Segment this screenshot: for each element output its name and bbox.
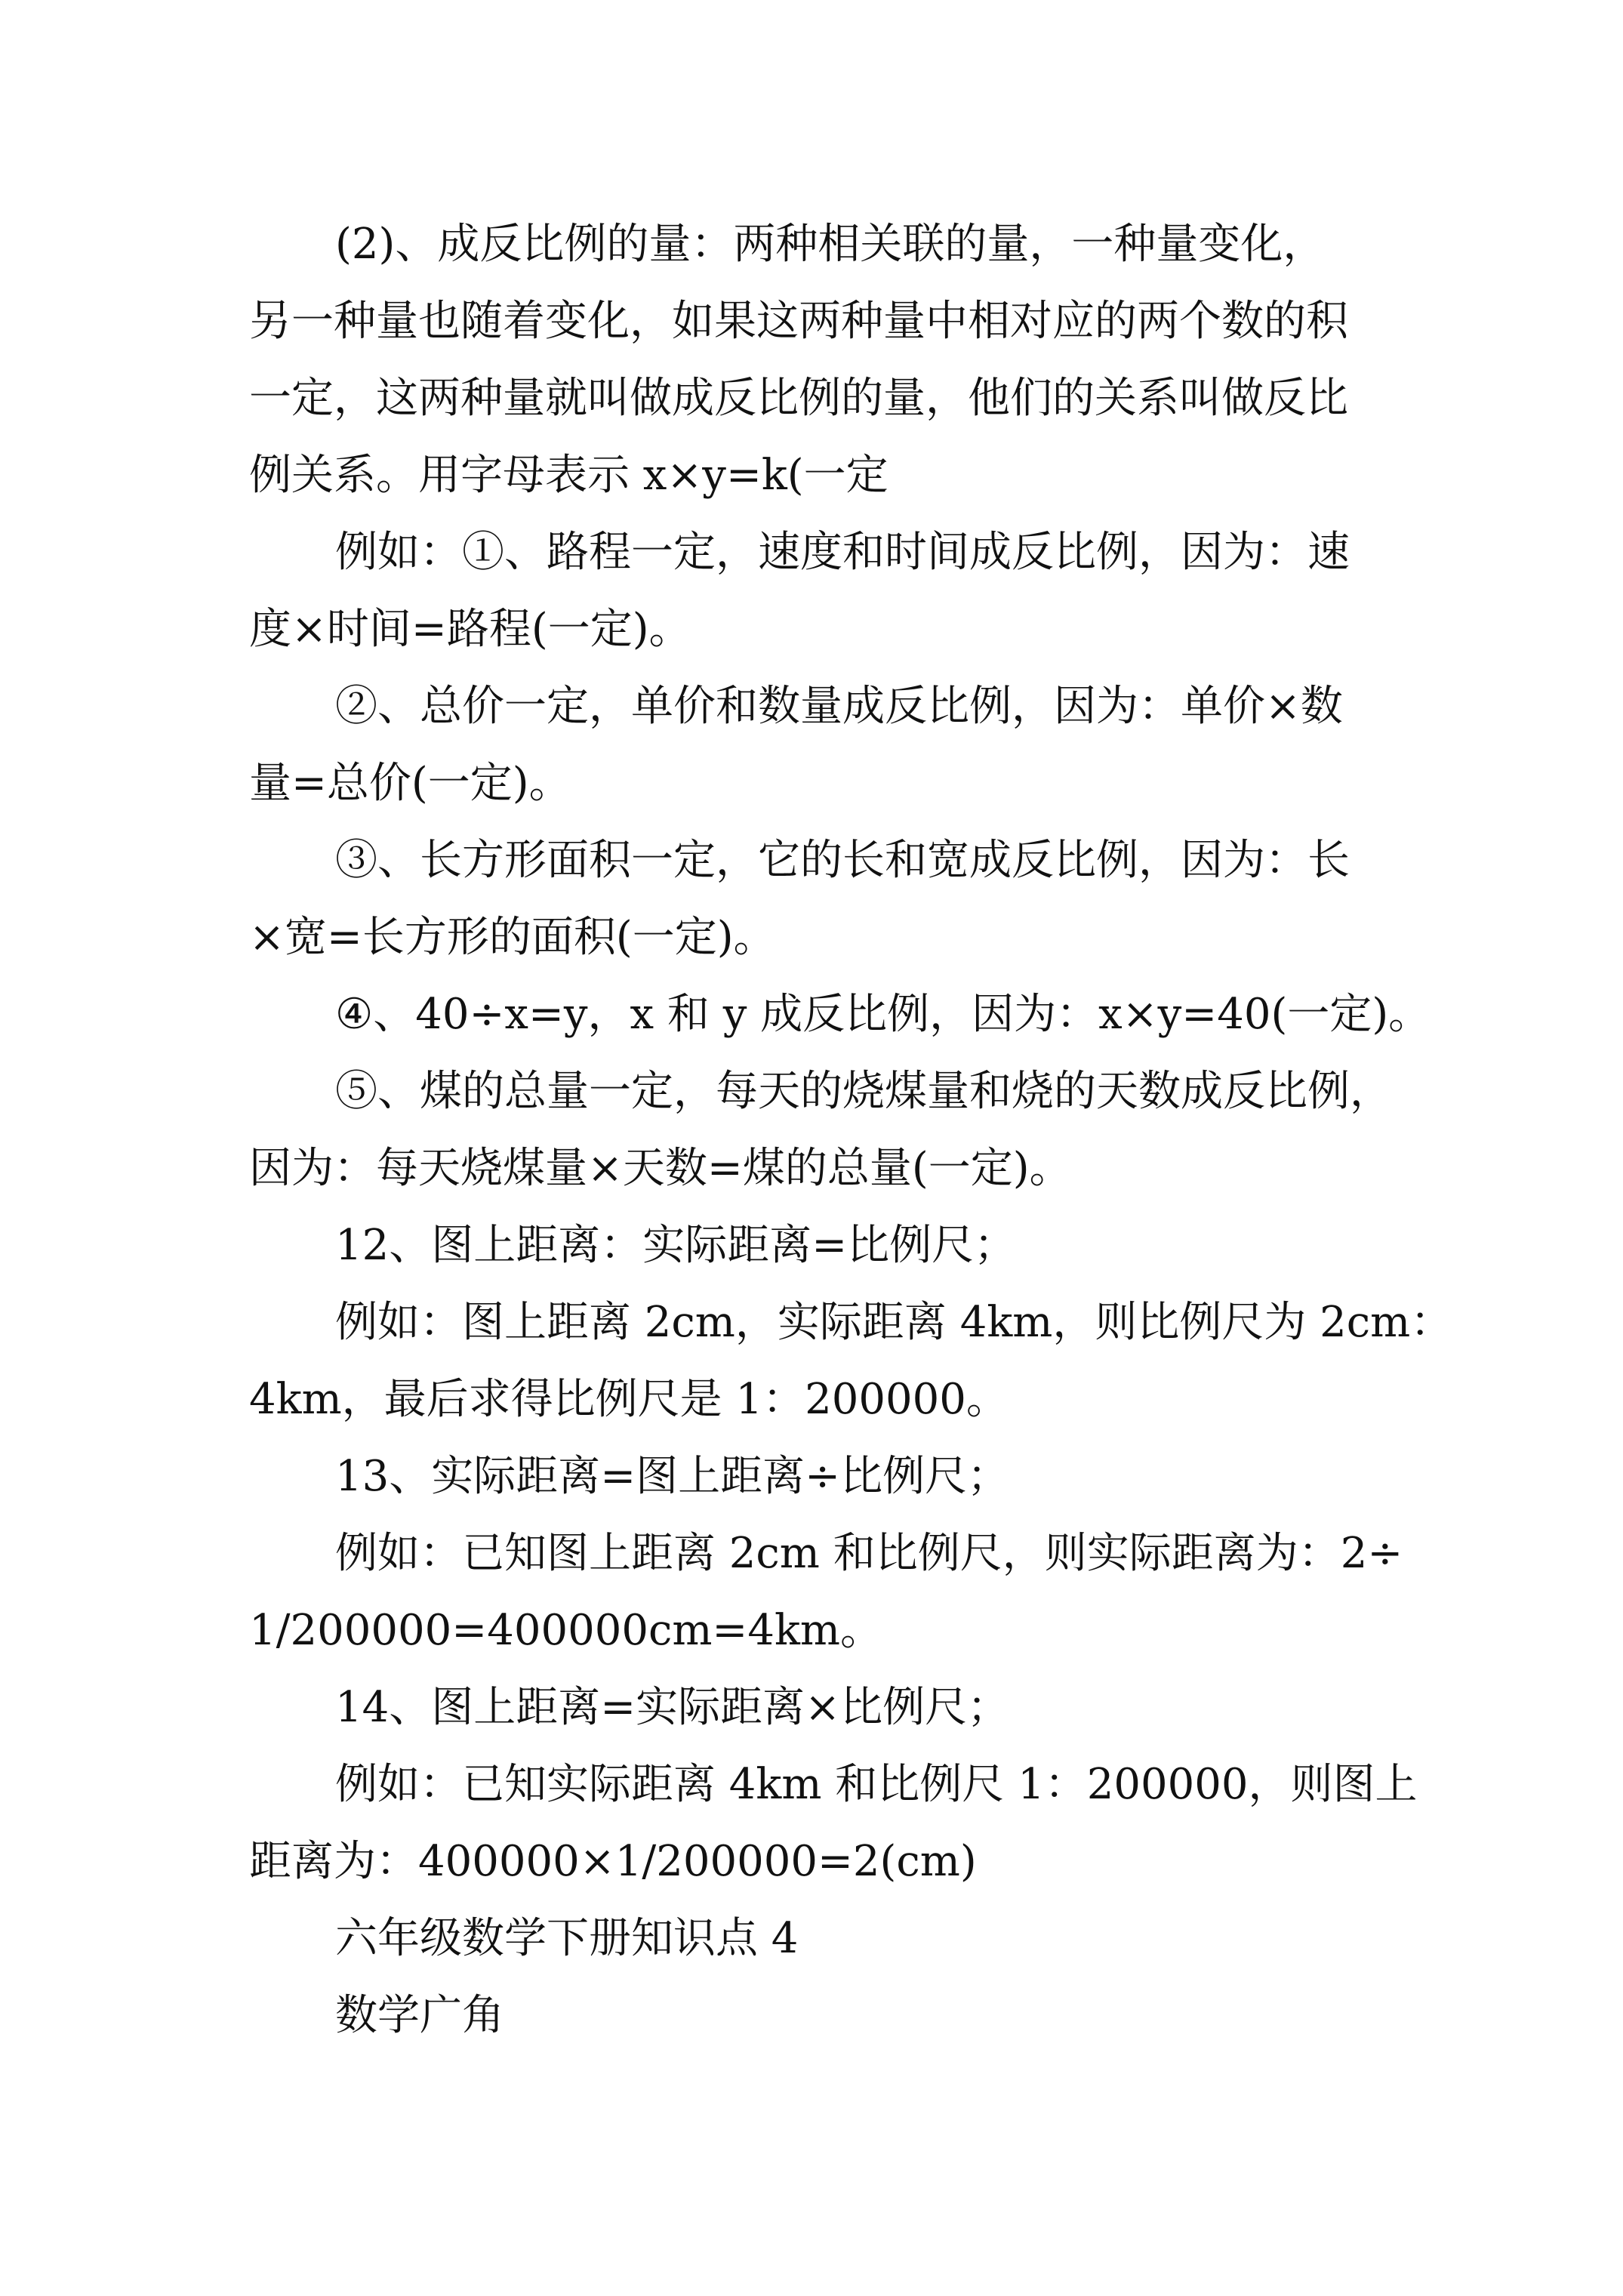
text-line: 4km，最后求得比例尺是 1：200000。	[249, 1375, 1009, 1424]
text-line: ×宽=长方形的面积(一定)。	[249, 913, 776, 962]
example-line: ⑤、煤的总量一定，每天的烧煤量和烧的天数成反比例，	[335, 1067, 1392, 1116]
text-line: 另一种量也随着变化，如果这两种量中相对应的两个数的积	[249, 297, 1348, 346]
text-line: 例关系。用字母表示 x×y=k(一定	[249, 451, 888, 500]
subsection-heading: 数学广角	[335, 1991, 504, 2040]
example-line: 例如：已知实际距离 4km 和比例尺 1：200000，则图上	[335, 1760, 1418, 1809]
text-line: 因为：每天烧煤量×天数=煤的总量(一定)。	[249, 1144, 1072, 1193]
text-line: 距离为：400000×1/200000=2(cm)	[249, 1837, 977, 1886]
example-line: ②、总价一定，单价和数量成反比例，因为：单价×数	[335, 682, 1343, 731]
section-line: 13、实际距离=图上距离÷比例尺；	[335, 1452, 1010, 1501]
text-line: 一定，这两种量就叫做成反比例的量，他们的关系叫做反比	[249, 374, 1348, 423]
paragraph-inverse-proportion-definition: (2)、成反比例的量：两种相关联的量，一种量变化，	[335, 220, 1326, 269]
section-line: 14、图上距离=实际距离×比例尺；	[335, 1683, 1010, 1732]
text-line: 度×时间=路程(一定)。	[249, 605, 691, 654]
section-line: 12、图上距离：实际距离=比例尺；	[335, 1221, 1017, 1270]
text-line: 1/200000=400000cm=4km。	[249, 1606, 883, 1655]
example-line: 例如：①、路程一定，速度和时间成反比例，因为：速	[335, 528, 1350, 577]
example-line: ③、长方形面积一定，它的长和宽成反比例，因为：长	[335, 836, 1350, 885]
example-line: 例如：图上距离 2cm，实际距离 4km，则比例尺为 2cm：	[335, 1298, 1453, 1347]
example-line: ④、40÷x=y，x 和 y 成反比例，因为：x×y=40(一定)。	[335, 990, 1431, 1039]
section-heading: 六年级数学下册知识点 4	[335, 1914, 799, 1963]
example-line: 例如：已知图上距离 2cm 和比例尺，则实际距离为：2÷	[335, 1529, 1403, 1578]
text-line: 量=总价(一定)。	[249, 759, 571, 808]
